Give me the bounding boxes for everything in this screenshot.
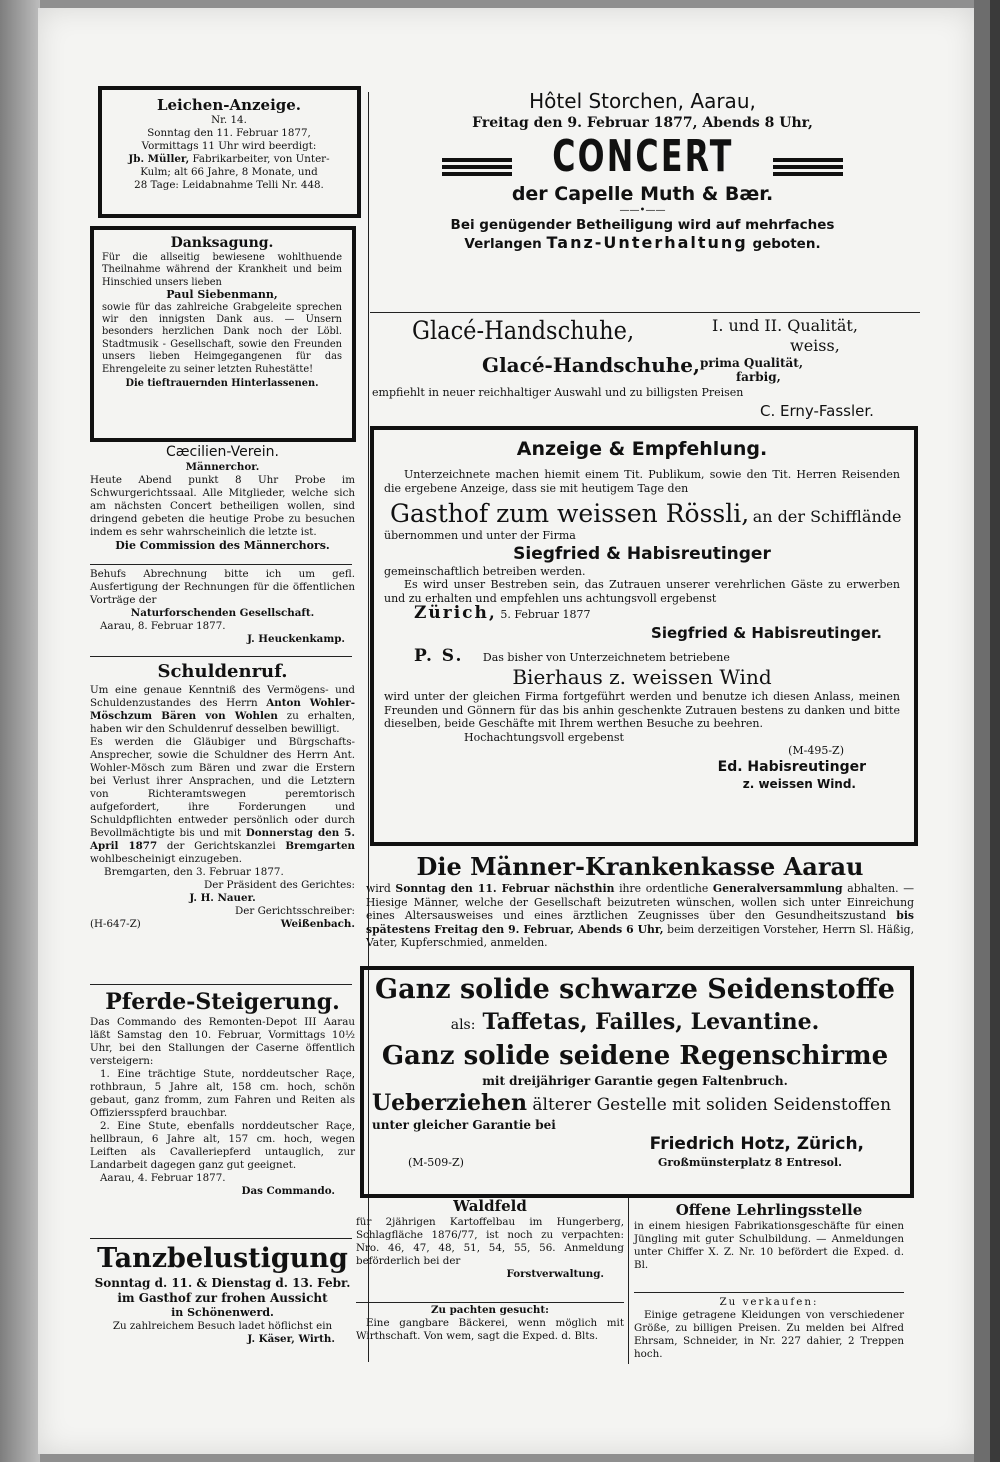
- tanz-line3: in Schönenwerd.: [171, 1306, 274, 1319]
- storchen-capelle: der Capelle Muth & Bær.: [511, 183, 774, 205]
- verkaufen-text: Einige getragene Kleidungen von verschiedener Größe, zu billigen Preisen. Zu melden bei Alfred Ehrsam, Schneider, in Nr. 227 dahier, 2 Treppen hoch.: [634, 1309, 904, 1360]
- seide-code: (M-509-Z): [408, 1156, 464, 1169]
- lehrlingsstelle: [634, 1200, 904, 1272]
- divider: [370, 312, 920, 313]
- storchen-text1: Bei genügender Betheiligung wird auf mehrfaches Verlangen: [450, 217, 835, 252]
- schuldenruf-p2c: der Gerichtskanzlei: [157, 840, 286, 852]
- anzeige-signature: Siegfried & Habisreutinger.: [651, 623, 882, 642]
- seide-ueberziehen: Ueberziehen: [372, 1090, 527, 1116]
- kranken-gv: Generalversammlung: [712, 882, 843, 895]
- caecilien-text: Heute Abend punkt 8 Uhr Probe im Schwurgerichtssaal. Alle Mitglieder, welche sich am nächsten Concert betheiligen wollen, sind dringend gebeten die heutige Probe zu besuchen indem es sehr wahrscheinlich die letzte ist.: [90, 474, 355, 538]
- divider: [90, 984, 352, 985]
- tanzbelustigung: [90, 1242, 355, 1346]
- schuldenruf-place: Bremgarten: [285, 840, 355, 852]
- waldfeld-signature: Forstverwaltung.: [506, 1268, 604, 1280]
- anzeige-hoch: Hochachtungsvoll ergebenst: [464, 730, 624, 744]
- anzeige-date: 5. Februar 1877: [500, 608, 591, 621]
- glace-quality1: I. und II. Qualität,: [712, 316, 858, 335]
- leichen-title: Leichen-Anzeige.: [156, 96, 302, 114]
- tanz-title: Tanzbelustigung: [97, 1243, 348, 1274]
- anzeige-ps1: Das bisher von Unterzeichnetem betriebene: [482, 650, 730, 664]
- schuldenruf-code: (H-647-Z): [90, 918, 141, 930]
- anzeige-signature2: Ed. Habisreutinger: [717, 758, 866, 775]
- natur-text: Behufs Abrechnung bitte ich um gefl. Ausfertigung der Rechnungen für die öffentlichen Vorträge der: [90, 568, 355, 606]
- caecilien-title: Cæcilien-Verein.: [166, 444, 279, 460]
- storchen-date: Freitag den 9. Februar 1877, Abends 8 Uhr,: [472, 115, 813, 131]
- schuldenruf-name1: J. H. Nauer.: [189, 892, 256, 904]
- divider: [90, 1238, 352, 1239]
- right-binding-edge: [990, 0, 1000, 1462]
- seide-heading1: Ganz solide schwarze Seidenstoffe: [375, 974, 895, 1005]
- leichen-name: Jb. Müller,: [128, 153, 190, 165]
- storchen-concert: [370, 88, 915, 253]
- lehr-title: Offene Lehrlingsstelle: [675, 1201, 863, 1219]
- pferde-title: Pferde-Steigerung.: [105, 989, 340, 1015]
- concert-heading: CONCERT: [551, 131, 734, 182]
- glace-quality2: prima Qualität,: [700, 356, 804, 370]
- danksagung-signature: Die tieftrauernden Hinterlassenen.: [125, 378, 319, 390]
- anzeige-p3: gemeinschaftlich betreiben werden.: [384, 564, 586, 578]
- schuldenruf-p2: Es werden die Gläubiger und Bürgschafts-Ansprecher, sowie die Schuldner des Herrn Ant. Wohler-Mösch zum Bären und zwar die Erstern bei Verlust ihrer Ansprachen, und die Letztern von Richteramtswegen peremtorisch aufgefordert, ihre Forderungen und Schuldpflichten entweder persönlich oder durch Bevollmächtigte bis und mit: [90, 736, 355, 839]
- seide-t2: unter gleicher Garantie bei: [372, 1118, 556, 1132]
- leichen-anzeige: [104, 96, 354, 192]
- verkaufen-title: Zu verkaufen:: [719, 1296, 819, 1308]
- leichen-line5: 28 Tage: Leidabnahme Telli Nr. 448.: [134, 179, 324, 191]
- kranken-date: Sonntag den 11. Februar nächsthin: [395, 882, 615, 895]
- waldfeld: [356, 1196, 624, 1281]
- danksagung-text1: Für die allseitig bewiesene wohlthuende Theilnahme während der Krankheit und beim Hinschied unsers lieben: [102, 252, 342, 288]
- divider: [634, 1292, 904, 1293]
- anzeige-ps: P. S.: [414, 645, 464, 666]
- anzeige-p1: Unterzeichnete machen hiemit einem Tit. Publikum, sowie den Tit. Herren Reisenden die ergebene Anzeige, dass sie mit heutigem Tage den: [384, 468, 900, 495]
- danksagung: [102, 234, 342, 390]
- pferde-p1: Das Commando des Remonten-Depot III Aarau läßt Samstag den 10. Februar, Vormittags 10½ Uhr, bei den Stallungen der Caserne öffentlich versteigern:: [90, 1016, 355, 1067]
- natur-signature: J. Heuckenkamp.: [247, 633, 345, 645]
- waldfeld-text: für 2jährigen Kartoffelbau im Hungerberg, Schlagfläche 1876/77, ist noch zu verpachten: Nro. 46, 47, 48, 51, 54, 55, 56. Anmeldung beförderlich bei der: [356, 1216, 624, 1267]
- seide-als: als:: [450, 1017, 476, 1033]
- seide-heading2: Ganz solide seidene Regenschirme: [381, 1041, 889, 1071]
- anzeige-zurich: Zürich,: [414, 603, 497, 623]
- anzeige-p4: Es wird unser Bestreben sein, das Zutrauen unserer verehrlichen Gäste zu erwerben und zu erhalten und empfehlen uns achtungsvoll ergebenst: [384, 578, 900, 605]
- anzeige-signature3: z. weissen Wind.: [742, 776, 856, 791]
- pachten-text: Eine gangbare Bäckerei, wenn möglich mit Wirthschaft. Von wem, sagt die Exped. d. Blts.: [356, 1317, 624, 1342]
- schuldenruf-dateline: Bremgarten, den 3. Februar 1877.: [104, 866, 284, 878]
- storchen-text2: geboten.: [752, 236, 821, 252]
- schuldenruf-p1a: Um eine genaue Kenntniß des Vermögens- und Schuldenzustandes des Herrn: [90, 684, 355, 709]
- anzeige-title: Anzeige & Empfehlung.: [516, 438, 768, 460]
- left-page-edge: [0, 0, 40, 1462]
- storchen-hotel: Hôtel Storchen, Aarau,: [529, 89, 756, 113]
- kranken-t1: wird: [366, 882, 396, 895]
- kranken-t4: beim derzeitigen Vorsteher, Herrn Sl. Häßig, Vater, Kupferschmied, anmelden.: [366, 922, 915, 950]
- seidenstoffe: [368, 972, 902, 1171]
- natur-name: Naturforschenden Gesellschaft.: [130, 607, 315, 619]
- seide-garantie: mit dreijähriger Garantie gegen Faltenbruch.: [482, 1074, 788, 1088]
- kranken-t2: ihre ordentliche: [614, 882, 713, 895]
- tanz-line1: Sonntag d. 11. & Dienstag d. 13. Febr.: [94, 1276, 351, 1290]
- tanz-signature: J. Käser, Wirth.: [247, 1333, 335, 1345]
- maenner-krankenkasse: [366, 852, 914, 950]
- pferde-steigerung: [90, 988, 355, 1198]
- natur-place: Aarau, 8. Februar 1877.: [100, 620, 226, 632]
- seide-firm: Friedrich Hotz, Zürich,: [649, 1134, 864, 1154]
- pferde-item1: 1. Eine trächtige Stute, norddeutscher Raçe, rothbraun, 5 Jahre alt, 158 cm. hoch, schön gebaut, ganz fromm, zum Fahren und Reiten als Offiziersspferd brauchbar.: [90, 1068, 355, 1119]
- divider: [90, 564, 352, 565]
- schuldenruf-date: Donnerstag den 5. April 1877: [90, 827, 355, 852]
- seide-address: Großmünsterplatz 8 Entresol.: [657, 1156, 842, 1169]
- zu-pachten: [356, 1304, 624, 1343]
- left-bars: [442, 155, 512, 179]
- pferde-item2: 2. Eine Stute, ebenfalls norddeutscher Raçe, hellbraun, 6 Jahre alt, 157 cm. hoch, wegen Leiften als Cavalleriepferd untauglich, zur Landarbeit dagegen ganz gut geeignet.: [90, 1120, 355, 1171]
- tanz-line2: im Gasthof zur frohen Aussicht: [117, 1291, 328, 1305]
- schuldenruf-name2: Weißenbach.: [280, 918, 355, 930]
- ornament: ——•——: [619, 205, 666, 216]
- anzeige-schifflaende: an der Schifflände: [752, 507, 902, 526]
- lehr-text: in einem hiesigen Fabrikationsgeschäfte für einen Jüngling mit guter Schulbildung. — Anmeldungen unter Chiffer X. Z. Nr. 10 befördert die Exped. d. Bl.: [634, 1220, 904, 1271]
- tanz-line4: Zu zahlreichem Besuch ladet höflichst ein: [112, 1320, 333, 1332]
- caecilien-verein: [90, 444, 355, 552]
- leichen-nr: Nr. 14.: [211, 114, 247, 126]
- kranken-deadline: bis spätestens Freitag den 9. Februar, Abends 6 Uhr,: [366, 909, 914, 936]
- schuldenruf-title: Schuldenruf.: [157, 661, 288, 682]
- zu-verkaufen: [634, 1296, 904, 1361]
- anzeige-gasthof: Gasthof zum weissen Rössli,: [390, 499, 750, 528]
- waldfeld-title: Waldfeld: [453, 1197, 527, 1215]
- danksagung-title: Danksagung.: [170, 235, 274, 251]
- divider: [356, 1302, 624, 1303]
- glace-signature: C. Erny-Fassler.: [760, 402, 874, 420]
- glace-heading1: Glacé-Handschuhe,: [412, 316, 635, 345]
- glace-text: empfiehlt in neuer reichhaltiger Auswahl und zu billigsten Preisen: [372, 386, 744, 399]
- schuldenruf-role2: Der Gerichtsschreiber:: [235, 905, 355, 917]
- storchen-tanz: Tanz-Unterhaltung: [546, 233, 748, 252]
- schuldenruf-name: Anton Wohler-Möschzum Bären von Wohlen: [90, 697, 355, 722]
- glace-white: weiss,: [790, 336, 840, 355]
- glace-colored: farbig,: [736, 370, 781, 384]
- leichen-line2: Vormittags 11 Uhr wird beerdigt:: [141, 140, 317, 152]
- seide-t1: älterer Gestelle mit soliden Seidenstoffen: [527, 1095, 892, 1115]
- naturforschende-notice: [90, 568, 355, 646]
- divider: [90, 656, 352, 657]
- anzeige-empfehlung: [384, 436, 900, 792]
- kranken-title: Die Männer-Krankenkasse Aarau: [416, 852, 864, 881]
- anzeige-p5: wird unter der gleichen Firma fortgeführt werden und benutze ich diesen Anlass, meinen Freunden und Gönnern für das bis anhin geschenkte Zutrauen bestens zu danken und bitte dieselben, beide Geschäfte mit Ihrem werthen Besuche zu beehren.: [384, 690, 900, 730]
- glace-handschuhe: [370, 314, 915, 424]
- schuldenruf-p1b: zu erhalten, haben wir den Schuldenruf desselben bewilligt.: [90, 710, 355, 735]
- danksagung-name: Paul Siebenmann,: [166, 288, 278, 302]
- leichen-line3: Fabrikarbeiter, von Unter-: [189, 153, 330, 165]
- anzeige-firma: Siegfried & Habisreutinger: [513, 543, 771, 564]
- pferde-place: Aarau, 4. Februar 1877.: [100, 1172, 226, 1184]
- seide-types: Taffetas, Failles, Levantine.: [482, 1009, 820, 1035]
- column-divider-small: [628, 1198, 629, 1364]
- schuldenruf-p2d: wohlbescheinigt einzugeben.: [90, 853, 242, 865]
- kranken-t3: abhalten. — Hiesige Männer, welche der Gesellschaft beizutreten wünschen, wollen sich unter Einreichung eines Altersausweises und eines ärztlichen Zeugnisses über den Gesundheitszustand: [366, 882, 915, 923]
- anzeige-code: (M-495-Z): [788, 744, 844, 757]
- pachten-title: Zu pachten gesucht:: [431, 1304, 549, 1316]
- pferde-signature: Das Commando.: [241, 1185, 335, 1197]
- right-bars: [773, 155, 843, 179]
- schuldenruf: [90, 660, 355, 931]
- leichen-date: Sonntag den 11. Februar 1877,: [147, 127, 311, 139]
- leichen-line4: Kulm; alt 66 Jahre, 8 Monate, und: [140, 166, 318, 178]
- anzeige-p2: übernommen und unter der Firma: [384, 529, 576, 542]
- danksagung-text2: sowie für das zahlreiche Grabgeleite sprechen wir den innigsten Dank aus. — Unsern besonders herzlichen Dank noch der Löbl. Stadtmusik - Gesellschaft, sowie den Freunden unsers lieben Heimgegangenen für das Ehrengeleite zu seiner letzten Ruhestätte!: [102, 301, 342, 375]
- caecilien-sub: Männerchor.: [185, 461, 260, 473]
- caecilien-signature: Die Commission des Männerchors.: [115, 539, 330, 552]
- schuldenruf-role1: Der Präsident des Gerichtes:: [204, 879, 355, 891]
- anzeige-bierhaus: Bierhaus z. weissen Wind: [512, 665, 772, 689]
- glace-heading2: Glacé-Handschuhe,: [482, 353, 700, 377]
